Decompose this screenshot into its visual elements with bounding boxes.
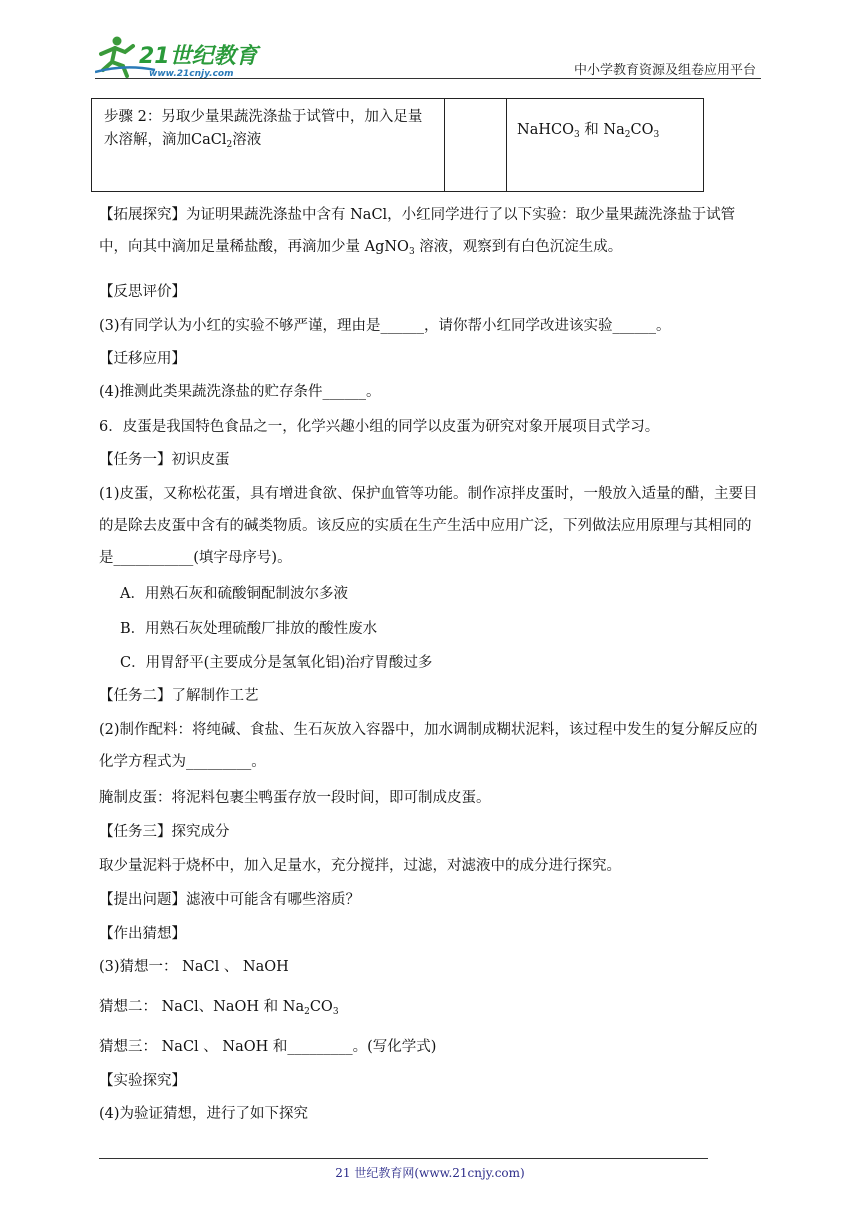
- reflect-heading: 【反思评价】: [99, 284, 186, 300]
- platform-name: 中小学教育资源及组卷应用平台: [573, 63, 756, 78]
- svg-text:www.21cnjy.com: www.21cnjy.com: [149, 69, 234, 79]
- sample-step: 取少量泥料于烧杯中，加入足量水，充分搅拌，过滤，对滤液中的成分进行探究。: [99, 858, 621, 874]
- extend-paragraph: 【拓展探究】为证明果蔬洗涤盐中含有 NaCl，小红同学进行了以下实验：取少量果蔬洗涤盐于试管中，向其中滴加足量稀盐酸，再滴加少量 AgNO$_3$ 溶液，观察到有白色沉淀生成。: [99, 207, 736, 257]
- experiment-heading: 【实验探究】: [99, 1073, 186, 1089]
- option-b: B．用熟石灰处理硫酸厂排放的酸性废水: [120, 621, 378, 637]
- task-1-question: (1)皮蛋，又称松花蛋，具有增进食欲、保护血管等功能。制作凉拌皮蛋时，一般放入适量的醋，主要目的是除去皮蛋中含有的碱类物质。该反应的实质在生产生活中应用广泛，下列做法应用原理与其相同的是___________(填字母序号)。: [99, 486, 758, 566]
- footer-rule: [99, 1158, 708, 1159]
- option-a: A．用熟石灰和硫酸铜配制波尔多液: [120, 586, 348, 602]
- task-2-question: (2)制作配料：将纯碱、食盐、生石灰放入容器中，加水调制成糊状泥料，该过程中发生的复分解反应的化学方程式为_________。: [99, 722, 758, 770]
- conclusion-cell: NaHCO$_3$ 和 $Na_2CO_3$: [507, 99, 704, 192]
- header-rule: [95, 78, 761, 79]
- task-3-heading: 【任务三】探究成分: [99, 824, 230, 840]
- guess-heading: 【作出猜想】: [99, 926, 186, 942]
- question-3: (3)有同学认为小红的实验不够严谨，理由是______，请你帮小红同学改进该实验______。: [99, 318, 671, 334]
- table-row: [92, 99, 704, 192]
- transfer-heading: 【迁移应用】: [99, 351, 186, 367]
- site-logo: [95, 34, 265, 80]
- question-6: 6．皮蛋是我国特色食品之一，化学兴趣小组的同学以皮蛋为研究对象开展项目式学习。: [99, 419, 660, 435]
- experiment-table: [91, 98, 704, 192]
- task-1-heading: 【任务一】初识皮蛋: [99, 452, 230, 468]
- guess-2: 猜想二： NaCl、NaOH 和 $Na_2CO_3$: [99, 999, 339, 1017]
- guess-1: (3)猜想一： NaCl 、 NaOH: [99, 959, 289, 975]
- question-heading: 【提出问题】滤液中可能含有哪些溶质？: [99, 892, 360, 908]
- pickle-step: 腌制皮蛋：将泥料包裹尘鸭蛋存放一段时间，即可制成皮蛋。: [99, 790, 491, 806]
- guess-3: 猜想三： NaCl 、 NaOH 和_________。(写化学式): [99, 1039, 437, 1055]
- svg-text:21世纪教育: 21世纪教育: [139, 44, 258, 69]
- phenomenon-cell: [445, 99, 507, 192]
- question-4b: (4)为验证猜想，进行了如下探究: [99, 1106, 309, 1122]
- task-2-heading: 【任务二】了解制作工艺: [99, 688, 259, 704]
- step-cell: 步骤 2：另取少量果蔬洗涤盐于试管中，加入足量水溶解，滴加CaCl$_2$溶液: [92, 99, 445, 192]
- option-c: C．用胃舒平(主要成分是氢氧化铝)治疗胃酸过多: [120, 655, 433, 671]
- question-4: (4)推测此类果蔬洗涤盐的贮存条件______。: [99, 384, 381, 400]
- footer-link[interactable]: 21 世纪教育网(www.21cnjy.com): [335, 1166, 525, 1180]
